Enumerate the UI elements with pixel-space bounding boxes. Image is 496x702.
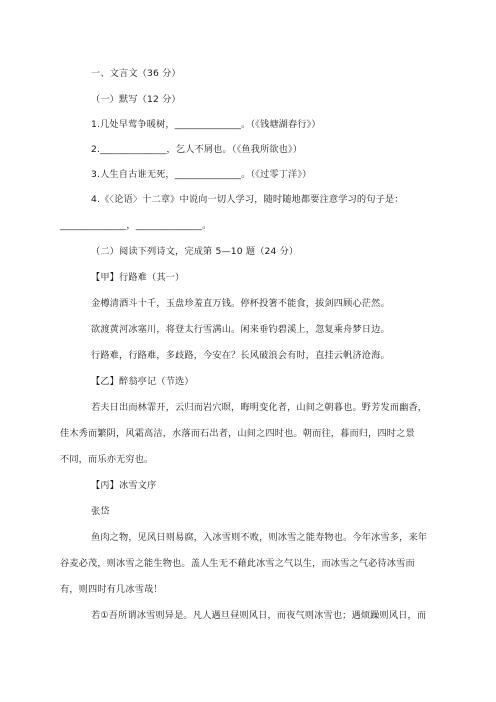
text-c-line-2: 谷麦必茂，则冰雪之能生物也。盖人生无不藉此冰雪之气以生，而冰雪之气必待冰雪而	[60, 558, 415, 569]
text-b-line-2: 佳木秀而繁阴，风霜高洁，水落而石出者，山间之四时也。朝而往，暮而归，四时之景	[60, 428, 415, 439]
text-c-line-4: 若①吾所谓冰雪则异是。凡人遇旦昼则风日，而夜气则冰雪也；遇烦躁则风日，而	[91, 610, 427, 621]
section-title: 一、文言文（36 分）	[91, 68, 181, 79]
question-2: 2.______________，乞人不屑也。（《鱼我所欲也》）	[91, 144, 303, 155]
question-3: 3.人生自古谁无死，______________。（《过零丁洋》）	[91, 169, 312, 180]
question-1: 1.几处早莺争暖树，______________。（《钱塘湖春行》）	[91, 119, 321, 130]
text-c-line-1: 鱼肉之物，见风日则易腐，入冰雪则不败，则冰雪之能寿物也。今年冰雪多，来年	[91, 532, 428, 543]
question-4-line-2: ______________，______________。	[60, 220, 212, 231]
text-c-line-3: 有，则四时有几冰雪哉！	[60, 584, 163, 595]
text-c-author: 张岱	[91, 506, 110, 517]
poem-a-line-3: 行路难，行路难，多歧路，今安在？长风破浪会有时，直挂云帆济沧海。	[91, 350, 390, 361]
text-b-line-1: 若夫日出而林霏开，云归而岩穴暝，晦明变化者，山间之朝暮也。野芳发而幽香，	[91, 402, 428, 413]
subsection-reading-title: （二）阅读下列诗文，完成第 5—10 题（24 分）	[91, 246, 299, 257]
poem-a-line-1: 金樽清酒斗十千，玉盘珍羞直万钱。停杯投箸不能食，拔剑四顾心茫然。	[91, 298, 390, 309]
subsection-recitation-title: （一）默写（12 分）	[91, 94, 181, 105]
poem-a-title: 【甲】行路难（其一）	[91, 272, 185, 283]
text-b-line-3: 不同，而乐亦无穷也。	[60, 454, 154, 465]
text-b-title: 【乙】醉翁亭记（节选）	[91, 376, 194, 387]
question-4-line-1: 4.《〈论语〉十二章》中说向一切人学习，随时随地都要注意学习的句子是：	[91, 194, 404, 205]
poem-a-line-2: 欲渡黄河冰塞川，将登太行雪满山。闲来垂钓碧溪上，忽复乘舟梦日边。	[91, 324, 390, 335]
text-c-title: 【丙】冰雪文序	[91, 480, 157, 491]
